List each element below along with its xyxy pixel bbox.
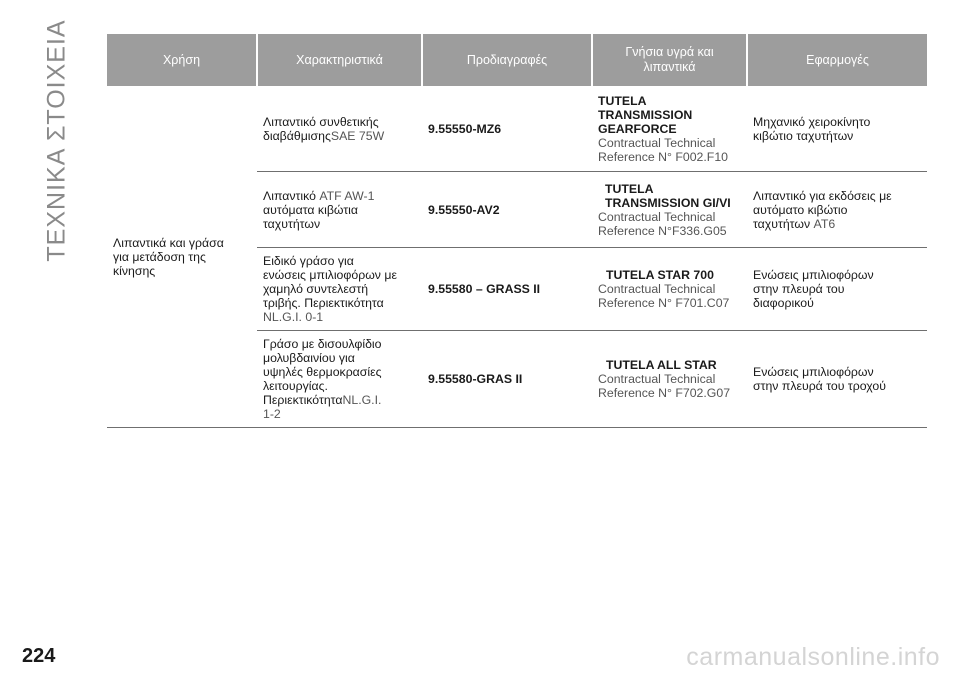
- product-name-line: TRANSMISSION: [598, 107, 693, 122]
- product-name-line: TRANSMISSION GI/VI: [605, 195, 731, 210]
- characteristics-cell: [257, 248, 422, 331]
- app-line: Μηχανικό χειροκίνητο: [753, 114, 871, 129]
- product-name-line: TUTELA: [598, 93, 647, 108]
- char-line: Περιεκτικότητα: [263, 393, 343, 407]
- table-header-row: [107, 34, 927, 86]
- page-number: 224: [22, 645, 56, 667]
- char-line: ενώσεις μπιλιοφόρων με: [263, 268, 397, 282]
- product-detail-line: Reference N°F336.G05: [598, 223, 727, 238]
- section-title-text: ΤΕΧΝΙΚΑ ΣΤΟΙΧΕΙΑ: [42, 18, 71, 262]
- app-line: Λιπαντικό για εκδόσεις με: [753, 188, 892, 203]
- product-name-line: TUTELA ALL STAR: [606, 358, 717, 372]
- characteristics-cell: [257, 172, 422, 248]
- usage-line: Λιπαντικά και γράσα: [113, 235, 224, 250]
- char-line: αυτόματα κιβώτια: [263, 202, 359, 217]
- specification-cell: 9.55580-GRAS II: [422, 331, 592, 428]
- product-cell: [592, 248, 747, 331]
- usage-cell: [107, 86, 257, 428]
- app-line: κιβώτιο ταχυτήτων: [753, 128, 854, 143]
- product-detail-line: Contractual Technical: [598, 372, 716, 386]
- char-line: μολυβδαινίου για: [263, 351, 355, 365]
- product-cell: [592, 172, 747, 248]
- usage-line: κίνησης: [113, 263, 156, 278]
- char-line: χαμηλό συντελεστή: [263, 282, 369, 296]
- header-characteristics: Χαρακτηριστικά: [257, 34, 422, 86]
- header-genuine-line2: λιπαντικά: [643, 60, 696, 74]
- product-cell: [592, 86, 747, 172]
- app-transmission-code: AT6: [813, 216, 836, 231]
- lubricants-table: [107, 34, 927, 428]
- char-grade: NL.G.I.: [342, 393, 382, 407]
- char-line: λειτουργίας.: [263, 379, 328, 393]
- app-line: στην πλευρά του: [753, 282, 845, 296]
- specification-cell: 9.55580 – GRASS II: [422, 248, 592, 331]
- header-genuine-line1: Γνήσια υγρά και: [625, 45, 714, 59]
- watermark: carmanualsonline.info: [686, 643, 940, 671]
- header-specifications: Προδιαγραφές: [422, 34, 592, 86]
- app-line: Ενώσεις μπιλιοφόρων: [753, 268, 874, 282]
- section-side-title: [22, 18, 92, 262]
- product-detail-line: Contractual Technical: [598, 282, 716, 296]
- specification-cell: 9.55550-MZ6: [422, 86, 592, 172]
- char-line: Λιπαντικό συνθετικής: [263, 114, 379, 129]
- char-line: υψηλές θερμοκρασίες: [263, 365, 382, 379]
- characteristics-cell: [257, 86, 422, 172]
- usage-line: για μετάδοση της: [113, 249, 206, 264]
- char-line: Γράσο με δισουλφίδιο: [263, 337, 382, 351]
- table-row: [107, 86, 927, 172]
- product-detail-line: Reference N° F002.F10: [598, 149, 728, 164]
- char-grade: SAE 75W: [330, 128, 385, 143]
- product-cell: [592, 331, 747, 428]
- product-detail-line: Contractual Technical: [598, 209, 716, 224]
- app-line: ταχυτήτων: [753, 216, 811, 231]
- application-cell: [747, 172, 927, 248]
- application-cell: [747, 331, 927, 428]
- specification-cell: 9.55550-AV2: [422, 172, 592, 248]
- application-cell: [747, 248, 927, 331]
- product-detail-line: Contractual Technical: [598, 135, 716, 150]
- product-name-line: GEARFORCE: [598, 121, 677, 136]
- app-line: Ενώσεις μπιλιοφόρων: [753, 365, 874, 379]
- app-line: αυτόματο κιβώτιο: [753, 202, 848, 217]
- header-usage: Χρήση: [107, 34, 257, 86]
- characteristics-cell: [257, 331, 422, 428]
- char-line: Λιπαντικό: [263, 188, 316, 203]
- char-grade: ATF AW-1: [319, 188, 375, 203]
- application-cell: [747, 86, 927, 172]
- product-name-line: TUTELA STAR 700: [606, 268, 714, 282]
- product-name-line: TUTELA: [605, 181, 654, 196]
- char-line: ταχυτήτων: [263, 216, 321, 231]
- product-detail-line: Reference N° F702.G07: [598, 386, 731, 400]
- header-genuine-fluids: [592, 34, 747, 86]
- char-line: τριβής. Περιεκτικότητα: [263, 296, 384, 310]
- char-line: διαβάθμισης: [263, 128, 331, 143]
- char-line: Ειδικό γράσο για: [263, 254, 354, 268]
- product-detail-line: Reference N° F701.C07: [598, 296, 730, 310]
- char-line: NL.G.I. 0-1: [263, 310, 324, 324]
- header-applications: Εφαρμογές: [747, 34, 927, 86]
- app-line: στην πλευρά του τροχού: [753, 379, 886, 393]
- char-line: 1-2: [263, 407, 281, 421]
- app-line: διαφορικού: [753, 296, 814, 310]
